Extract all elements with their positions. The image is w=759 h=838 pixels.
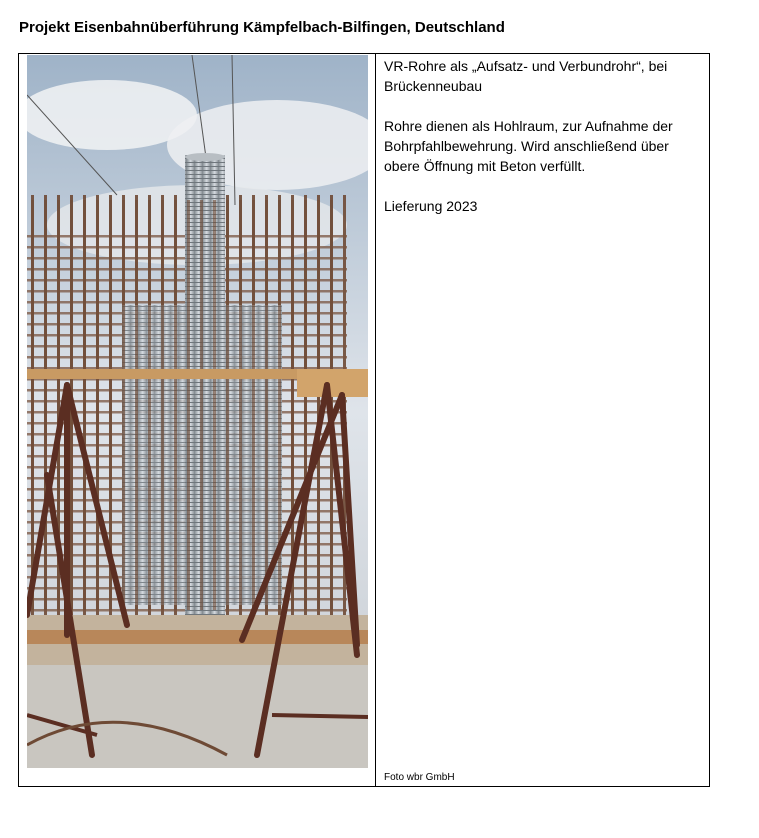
content-table (18, 53, 710, 787)
description-line-3: Lieferung 2023 (384, 198, 478, 214)
construction-photo (27, 55, 368, 768)
description-line-2: Rohre dienen als Hohlraum, zur Aufnahme der Bohrpfahlbewehrung. Wird anschließend über obere Öffnung mit Beton verfüllt. (384, 118, 673, 174)
photo-credit: Foto wbr GmbH (384, 772, 455, 783)
column-divider (375, 54, 376, 786)
description-cell (384, 56, 706, 236)
description-line-1: VR-Rohre als „Aufsatz- und Verbundrohr“, bei Brückenneubau (384, 58, 668, 94)
page-title: Projekt Eisenbahnüberführung Kämpfelbach-Bilfingen, Deutschland (19, 19, 505, 36)
